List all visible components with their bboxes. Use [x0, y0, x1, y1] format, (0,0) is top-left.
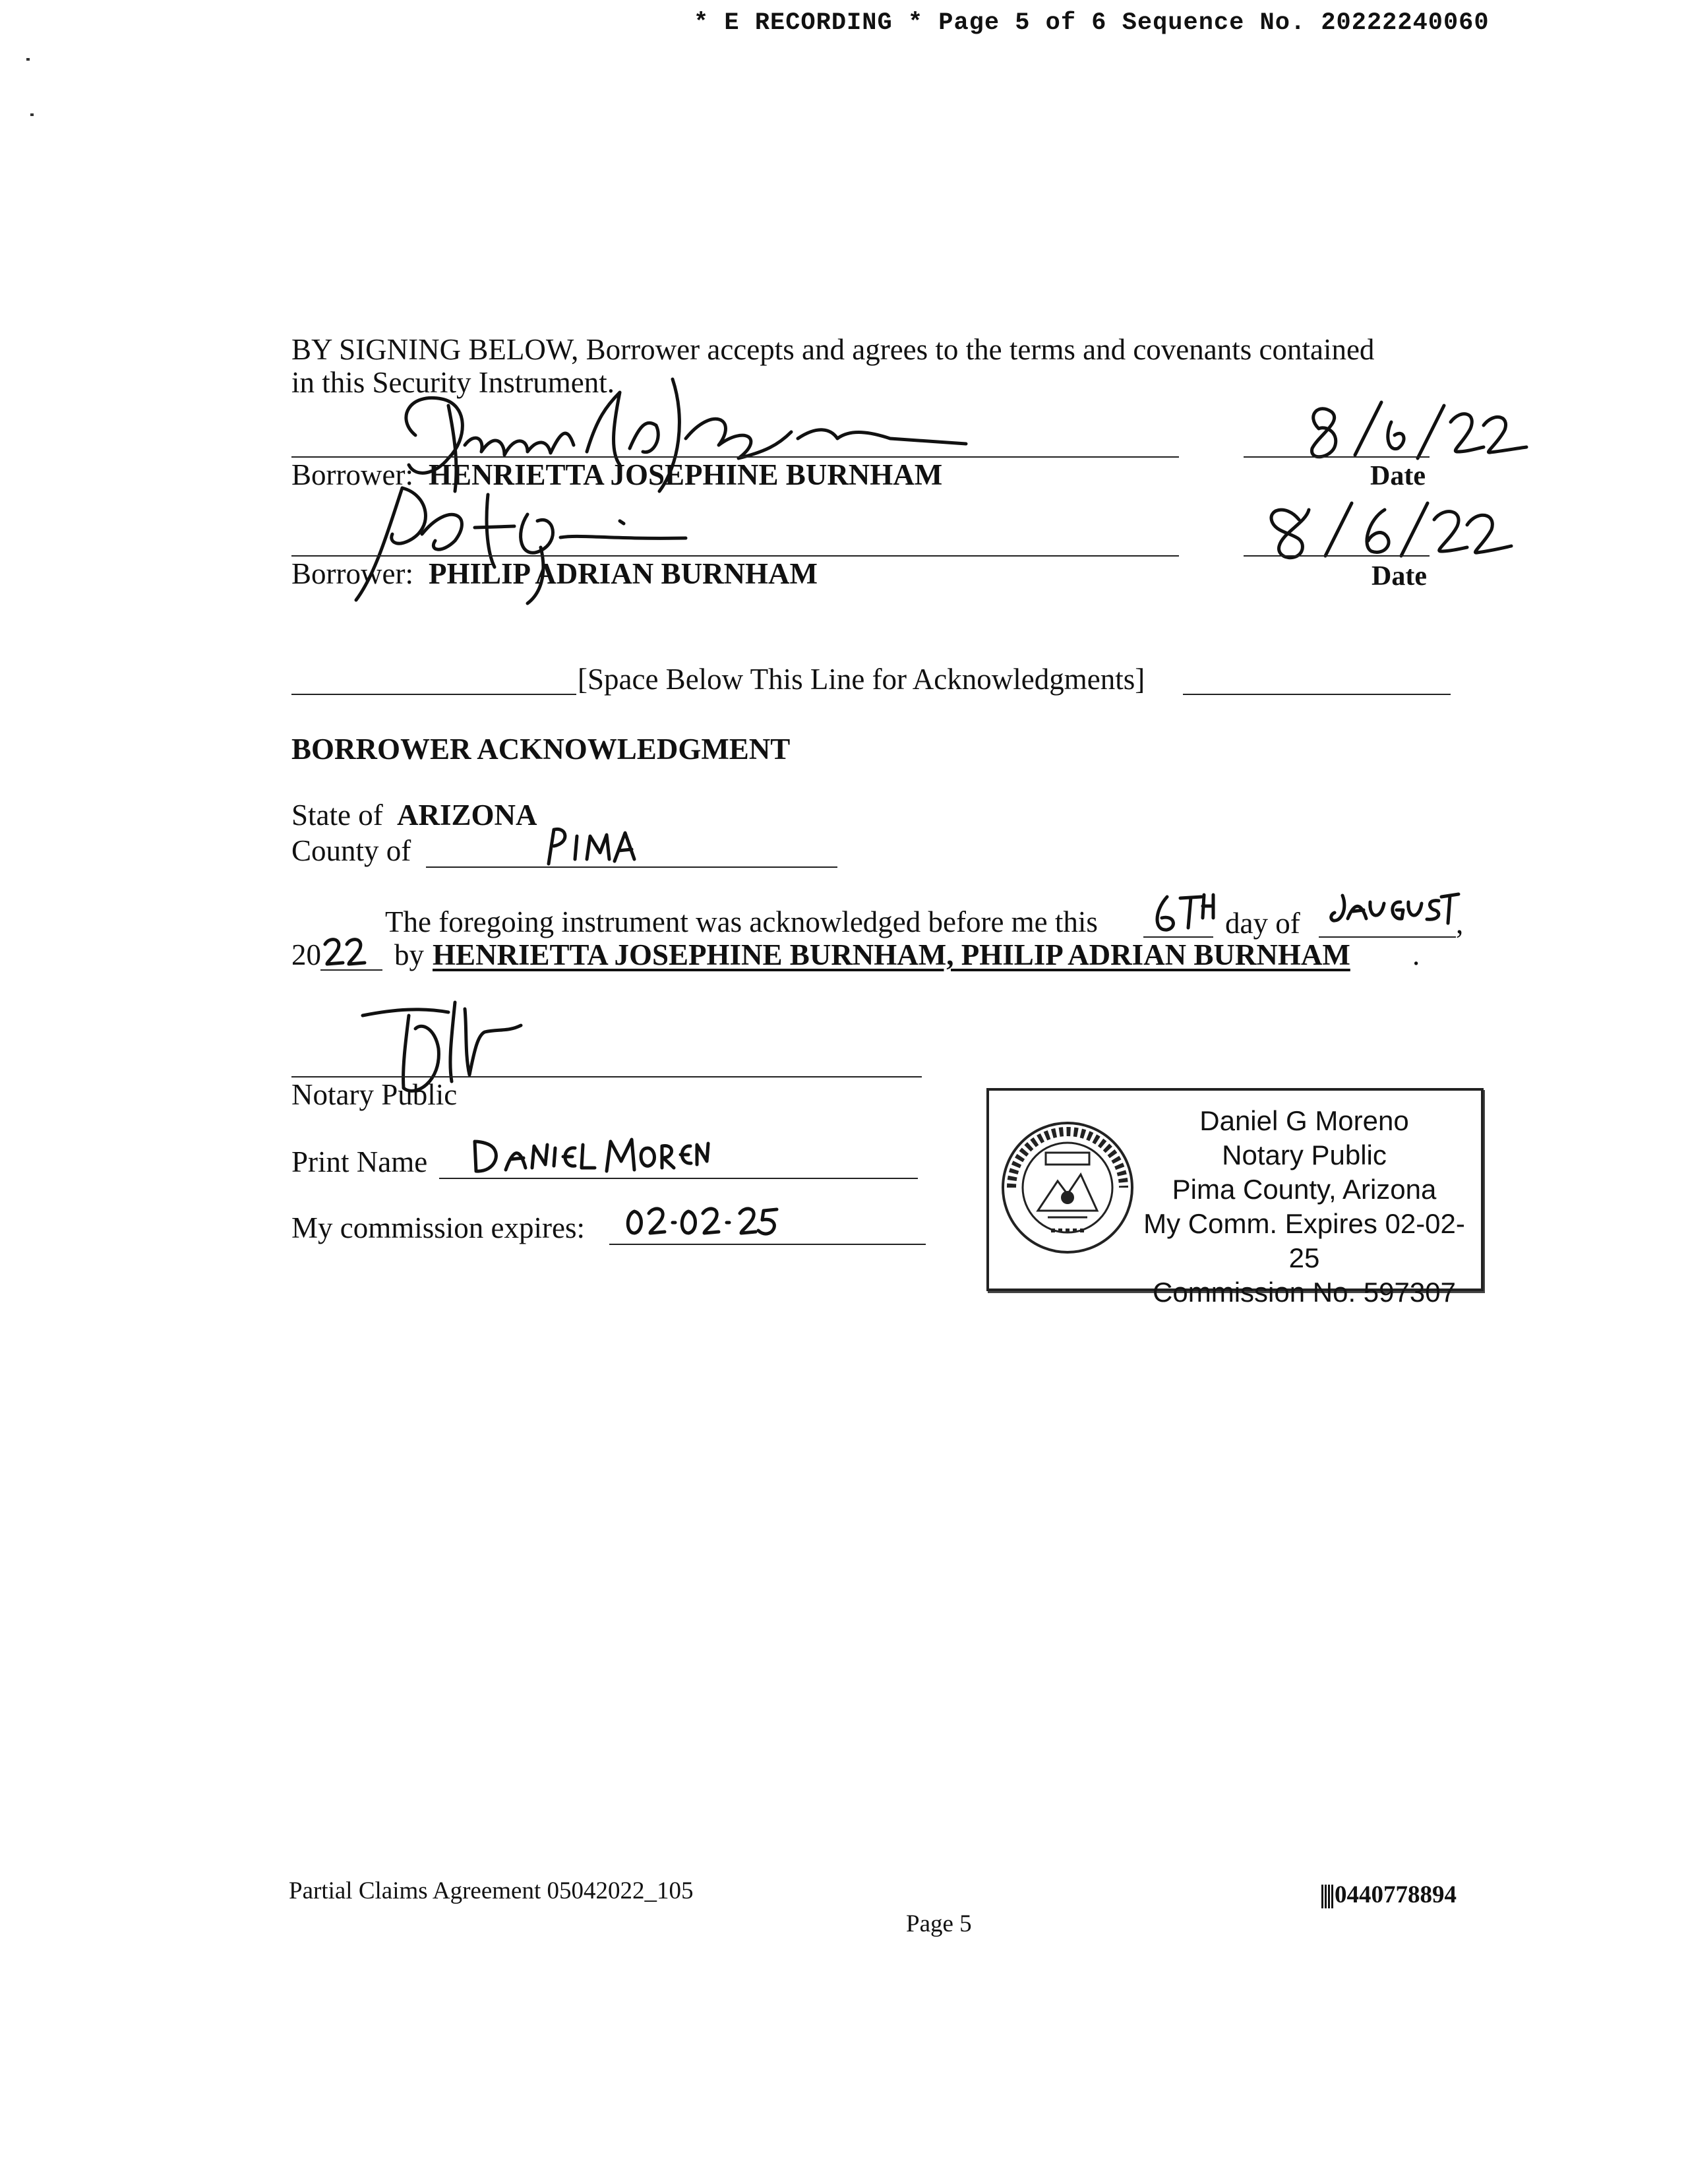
state-prefix: State of	[291, 799, 383, 832]
county-handwritten	[541, 823, 640, 869]
day-handwritten	[1147, 892, 1220, 938]
footer-page-number: Page 5	[906, 1910, 972, 1937]
commission-label: My commission expires:	[291, 1211, 585, 1244]
comma: ,	[1456, 907, 1464, 940]
borrower2-prefix: Borrower:	[291, 557, 413, 590]
borrower1-date-label: Date	[1370, 461, 1426, 491]
year-handwritten	[322, 935, 368, 968]
year-line	[320, 969, 382, 971]
signing-intro-line2: in this Security Instrument.	[291, 366, 615, 399]
stamp-commission-number: Commission No. 597307	[1153, 1277, 1456, 1308]
print-name-handwritten	[469, 1132, 713, 1178]
county-line	[426, 866, 837, 868]
stamp-county: Pima County, Arizona	[1172, 1174, 1437, 1205]
borrower2-date-line	[1244, 555, 1430, 557]
notary-public-label: Notary Public	[291, 1078, 458, 1111]
recording-header: * E RECORDING * Page 5 of 6 Sequence No. 20222240060	[694, 9, 1490, 37]
footer-doc-name: Partial Claims Agreement 05042022_105	[289, 1877, 694, 1904]
month-handwritten	[1328, 889, 1460, 928]
stamp-title: Notary Public	[1222, 1139, 1387, 1170]
barcode-icon	[1321, 1885, 1333, 1908]
scan-speck	[30, 113, 34, 116]
borrower1-date-line	[1244, 456, 1430, 458]
stamp-expires: My Comm. Expires 02-02-25	[1143, 1208, 1465, 1273]
print-name-line	[439, 1178, 918, 1179]
commission-handwritten	[622, 1201, 781, 1241]
print-name-label: Print Name	[291, 1145, 428, 1178]
state-value: ARIZONA	[397, 799, 537, 832]
footer-loan-number: 0440778894	[1335, 1881, 1457, 1908]
space-line-right	[1183, 694, 1451, 695]
ack-sentence-start: The foregoing instrument was acknowledged before me this	[385, 905, 1098, 938]
space-below-line-text: [Space Below This Line for Acknowledgments]	[578, 663, 1145, 696]
borrower1-prefix: Borrower:	[291, 458, 413, 491]
stamp-notary-name: Daniel G Moreno	[1199, 1105, 1409, 1136]
state-seal-icon	[998, 1118, 1137, 1257]
scan-speck	[26, 58, 30, 61]
signing-intro-line1: BY SIGNING BELOW, Borrower accepts and agrees to the terms and covenants contained	[291, 333, 1375, 366]
commission-line	[609, 1244, 926, 1245]
acknowledgment-heading: BORROWER ACKNOWLEDGMENT	[291, 733, 791, 766]
borrower2-name: PHILIP ADRIAN BURNHAM	[429, 557, 818, 590]
borrower2-date-label: Date	[1372, 561, 1427, 592]
year-prefix: 20	[291, 938, 321, 971]
ack-day-of: day of	[1225, 907, 1300, 940]
borrower1-name: HENRIETTA JOSEPHINE BURNHAM	[429, 458, 943, 491]
ack-by: by	[394, 938, 424, 971]
county-prefix: County of	[291, 834, 411, 867]
ack-names: HENRIETTA JOSEPHINE BURNHAM, PHILIP ADRIAN BURNHAM	[433, 938, 1350, 971]
notary-stamp	[986, 1088, 1484, 1308]
space-line-left	[291, 694, 576, 695]
period: .	[1412, 938, 1420, 971]
